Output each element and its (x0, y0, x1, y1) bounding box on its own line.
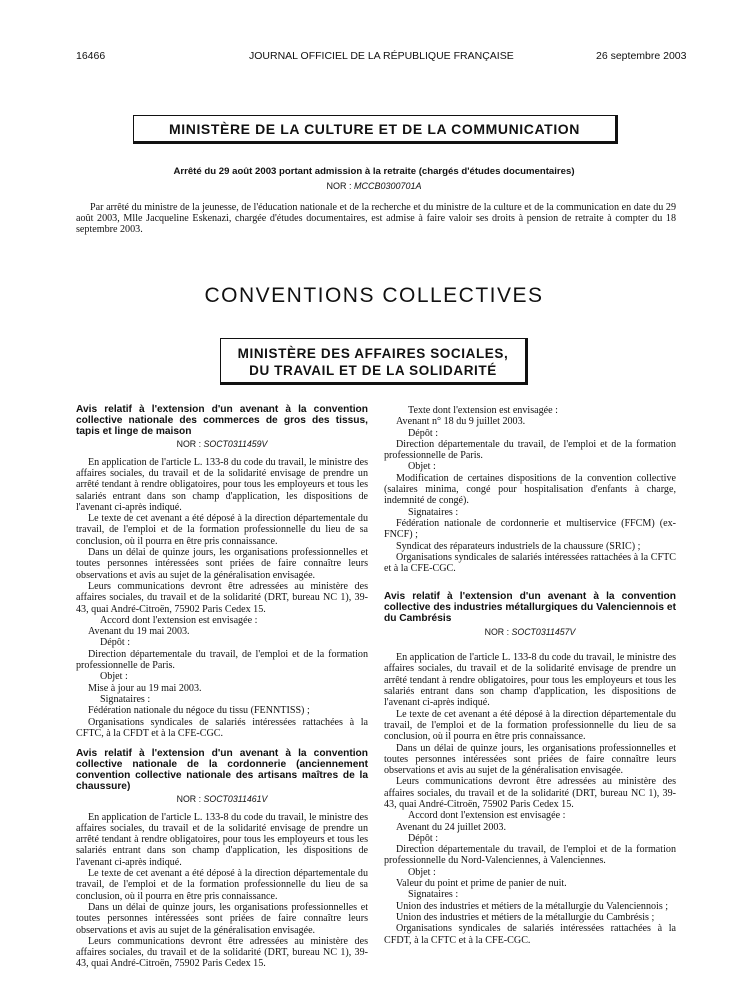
page-number: 16466 (76, 50, 106, 62)
avis-2-objet: Modification de certaines dispositions de la convention collective (salaires minima, congé pour hospitalisation d'enfants à charge, indemnité de congé). (384, 472, 676, 507)
arrete-title: Arrêté du 29 août 2003 portant admission à la retraite (chargés d'études documentaires) (173, 166, 575, 177)
avis-1-objet-label: Objet : (100, 671, 128, 683)
avis-3-signataire-1: Union des industries et métiers de la métallurgie du Valenciennois ; (396, 900, 669, 912)
nor-label: NOR : (176, 794, 202, 805)
avis-2-signataire-2: Syndicat des réparateurs industriels de la chaussure (SRIC) ; (396, 540, 641, 552)
avis-1-signataire-2: Organisations syndicales de salariés intéressées rattachées à la CFTC, à la CFDT et à la CFE-CGC. (76, 716, 368, 739)
nor-label: NOR : (176, 439, 202, 450)
nor-label: NOR : (484, 626, 510, 637)
avis-3-accord: Accord dont l'extension est envisagée : (408, 810, 566, 822)
ministry-culture-heading: MINISTÈRE DE LA CULTURE ET DE LA COMMUNICATION (133, 115, 618, 144)
avis-3-depot-label: Dépôt : (408, 832, 438, 844)
nor-label: NOR : (326, 181, 352, 191)
avis-1-nor (76, 439, 368, 450)
ministry-social-affairs-heading (220, 338, 528, 385)
avis-3-depot: Direction départementale du travail, de l'emploi et de la formation professionnelle du Nord-Valenciennes, à Valenciennes. (384, 844, 676, 867)
issue-date: 26 septembre 2003 (596, 50, 687, 62)
avis-1-title: Avis relatif à l'extension d'un avenant à la convention collective nationale des commerces de gros des tissus, tapis et linge de maison (76, 404, 368, 437)
arrete-nor (0, 181, 748, 191)
avis-1-avenant: Avenant du 19 mai 2003. (88, 626, 190, 638)
nor-value: MCCB0300701A (353, 181, 422, 191)
avis-1-depot: Direction départementale du travail, de l'emploi et de la formation professionnelle de Paris. (76, 648, 368, 672)
avis-2-nor (76, 794, 368, 805)
avis-3-avenant: Avenant du 24 juillet 2003. (396, 821, 506, 833)
avis-3-paragraph-1: En application de l'article L. 133-8 du code du travail, le ministre des affaires sociales, du travail et de la solidarité envisage de prendre un arrêté tendant à rendre obligatoires, pour tous les employeurs et tous les salariés entrant dans son champ d'application, les dispositions de l'avenant ci-après indiqué. (384, 652, 676, 709)
avis-2-signataire-1: Fédération nationale de cordonnerie et multiservice (FFCM) (ex-FNCF) ; (384, 517, 676, 541)
ministry-line-2: DU TRAVAIL ET DE LA SOLIDARITÉ (249, 363, 497, 378)
avis-1-paragraph-2: Le texte de cet avenant a été déposé à la direction départementale du travail, de l'emploi et de la formation professionnelle du lieu de sa conclusion, où il pourra en être pris connaissance. (76, 513, 368, 547)
nor-value: SOCT0311457V (511, 626, 576, 637)
avis-2-depot: Direction départementale du travail, de l'emploi et de la formation professionnelle de Paris. (384, 438, 676, 462)
avis-3-paragraph-4: Leurs communications devront être adressées au ministère des affaires sociales, du travail et de la solidarité (DRT, bureau NC 1), 39-43, quai André-Citroën, 75902 Paris Cedex 15. (384, 776, 676, 810)
avis-3-signataires-label: Signataires : (408, 889, 459, 901)
avis-1-objet: Mise à jour au 19 mai 2003. (88, 682, 202, 694)
avis-3-nor (384, 627, 676, 638)
avis-2-paragraph-3: Dans un délai de quinze jours, les organisations professionnelles et toutes personnes intéressées sont priées de faire connaître leurs observations et avis au sujet de la généralisation envisagée. (76, 901, 368, 936)
avis-3-objet: Valeur du point et prime de panier de nuit. (396, 878, 567, 890)
right-column (384, 405, 676, 946)
avis-2-paragraph-1: En application de l'article L. 133-8 du code du travail, le ministre des affaires sociales, du travail et de la solidarité envisage de prendre un arrêté tendant à rendre obligatoires, pour tous les employeurs et tous les salariés entrant dans son champ d'application, les dispositions de l'avenant ci-après indiqué. (76, 811, 368, 868)
avis-3-signataire-2: Union des industries et métiers de la métallurgie du Cambrésis ; (396, 911, 655, 923)
arrete-text: Par arrêté du ministre de la jeunesse, de l'éducation nationale et de la recherche et du ministre de la culture et de la communication en date du 29 août 2003, Mlle Jacqueline Eskenazi, chargée d'études documentaires, est admise à faire valoir ses droits à pension de retraite à compter du 18 septembre 2003. (76, 202, 676, 236)
avis-2-signataire-3: Organisations syndicales de salariés intéressées rattachées à la CFTC et à la CFE-CGC. (384, 551, 676, 575)
avis-1-paragraph-3: Dans un délai de quinze jours, les organisations professionnelles et toutes personnes intéressées sont priées de faire connaître leurs observations et avis au sujet de la généralisation envisagée. (76, 547, 368, 581)
nor-value: SOCT0311459V (203, 439, 268, 450)
section-title: CONVENTIONS COLLECTIVES (204, 284, 544, 307)
avis-3-signataire-3: Organisations syndicales de salariés intéressées rattachées à la CFDT, à la CFTC et à la CFE-CGC. (384, 923, 676, 946)
avis-2-depot-label: Dépôt : (408, 427, 438, 439)
avis-3-objet-label: Objet : (408, 866, 436, 878)
avis-2-signataires-label: Signataires : (408, 506, 459, 518)
avis-2-paragraph-4: Leurs communications devront être adressées au ministère des affaires sociales, du travail et de la solidarité (DRT, bureau NC 1), 39-43, quai André-Citroën, 75902 Paris Cedex 15. (76, 935, 368, 970)
avis-2-avenant: Avenant n° 18 du 9 juillet 2003. (396, 416, 526, 428)
avis-1-depot-label: Dépôt : (100, 637, 130, 649)
avis-3-title: Avis relatif à l'extension d'un avenant à la convention collective des industries métallurgiques du Valenciennois et du Cambrésis (384, 591, 676, 625)
avis-2-objet-label: Objet : (408, 461, 436, 473)
avis-1-paragraph-4: Leurs communications devront être adressées au ministère des affaires sociales, du travail et de la solidarité (DRT, bureau NC 1), 39-43, quai André-Citroën, 75902 Paris Cedex 15. (76, 580, 368, 615)
nor-value: SOCT0311461V (203, 794, 268, 805)
avis-2-paragraph-2: Le texte de cet avenant a été déposé à la direction départementale du travail, de l'emploi et de la formation professionnelle du lieu de sa conclusion, où il pourra en être pris connaissance. (76, 868, 368, 902)
avis-3-paragraph-3: Dans un délai de quinze jours, les organisations professionnelles et toutes personnes intéressées sont priées de faire connaître leurs observations et avis au sujet de la généralisation envisagée. (384, 742, 676, 777)
ministry-line-1: MINISTÈRE DES AFFAIRES SOCIALES, (237, 346, 509, 361)
avis-2-texte: Texte dont l'extension est envisagée : (408, 405, 558, 416)
avis-1-accord: Accord dont l'extension est envisagée : (100, 614, 258, 626)
left-column (76, 405, 368, 970)
avis-1-signataire-1: Fédération nationale du négoce du tissu (FENNTISS) ; (88, 705, 310, 717)
avis-3-paragraph-2: Le texte de cet avenant a été déposé à la direction départementale du travail, de l'emploi et de la formation professionnelle du lieu de sa conclusion, où il pourra en être pris connaissance. (384, 708, 676, 743)
avis-2-title: Avis relatif à l'extension d'un avenant à la convention collective nationale de la cordonnerie (anciennement convention collective nationale des artisans maîtres de la chaussure) (76, 748, 368, 792)
avis-1-paragraph-1: En application de l'article L. 133-8 du code du travail, le ministre des affaires sociales, du travail et de la solidarité envisage de prendre un arrêté tendant à rendre obligatoires, pour tous les employeurs et tous les salariés entrant dans son champ d'application, les dispositions de l'avenant ci-après indiqué. (76, 456, 368, 513)
avis-1-signataires-label: Signataires : (100, 693, 151, 705)
journal-title: JOURNAL OFFICIEL DE LA RÉPUBLIQUE FRANÇAISE (249, 50, 514, 62)
